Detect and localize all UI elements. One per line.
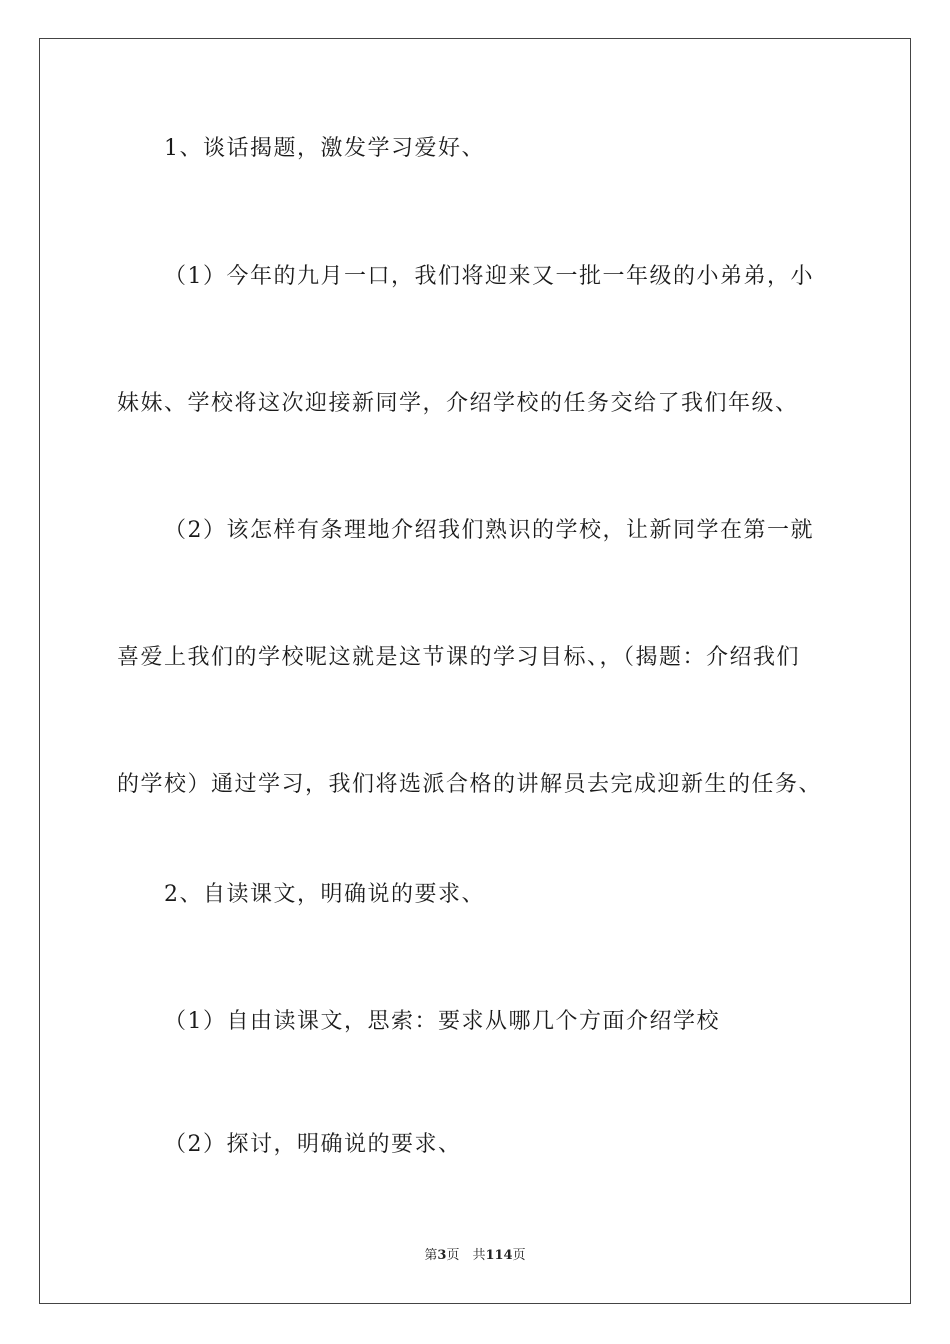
paragraph-line-1: 1、谈话揭题，激发学习爱好、	[164, 136, 485, 161]
paragraph-line-3: 妹妹、学校将这次迎接新同学，介绍学校的任务交给了我们年级、	[117, 391, 799, 416]
footer-page-number: 3	[437, 1248, 447, 1263]
paragraph-line-6: 的学校）通过学习，我们将选派合格的讲解员去完成迎新生的任务、	[117, 772, 823, 797]
footer-middle: 页 共	[446, 1248, 486, 1263]
paragraph-line-8: （1）自由读课文，思索：要求从哪几个方面介绍学校	[164, 1009, 720, 1034]
footer-total-pages: 114	[485, 1248, 513, 1263]
paragraph-line-4: （2）该怎样有条理地介绍我们熟识的学校，让新同学在第一就	[164, 518, 814, 543]
footer-suffix: 页	[512, 1248, 526, 1263]
page-footer	[0, 1247, 950, 1265]
paragraph-line-5: 喜爱上我们的学校呢这就是这节课的学习目标、，（揭题：介绍我们	[117, 645, 801, 670]
paragraph-line-9: （2）探讨，明确说的要求、	[164, 1132, 462, 1157]
paragraph-line-2: （1）今年的九月一口，我们将迎来又一批一年级的小弟弟，小	[164, 264, 814, 289]
paragraph-line-7: 2、自读课文，明确说的要求、	[164, 882, 485, 907]
footer-prefix: 第	[424, 1248, 438, 1263]
